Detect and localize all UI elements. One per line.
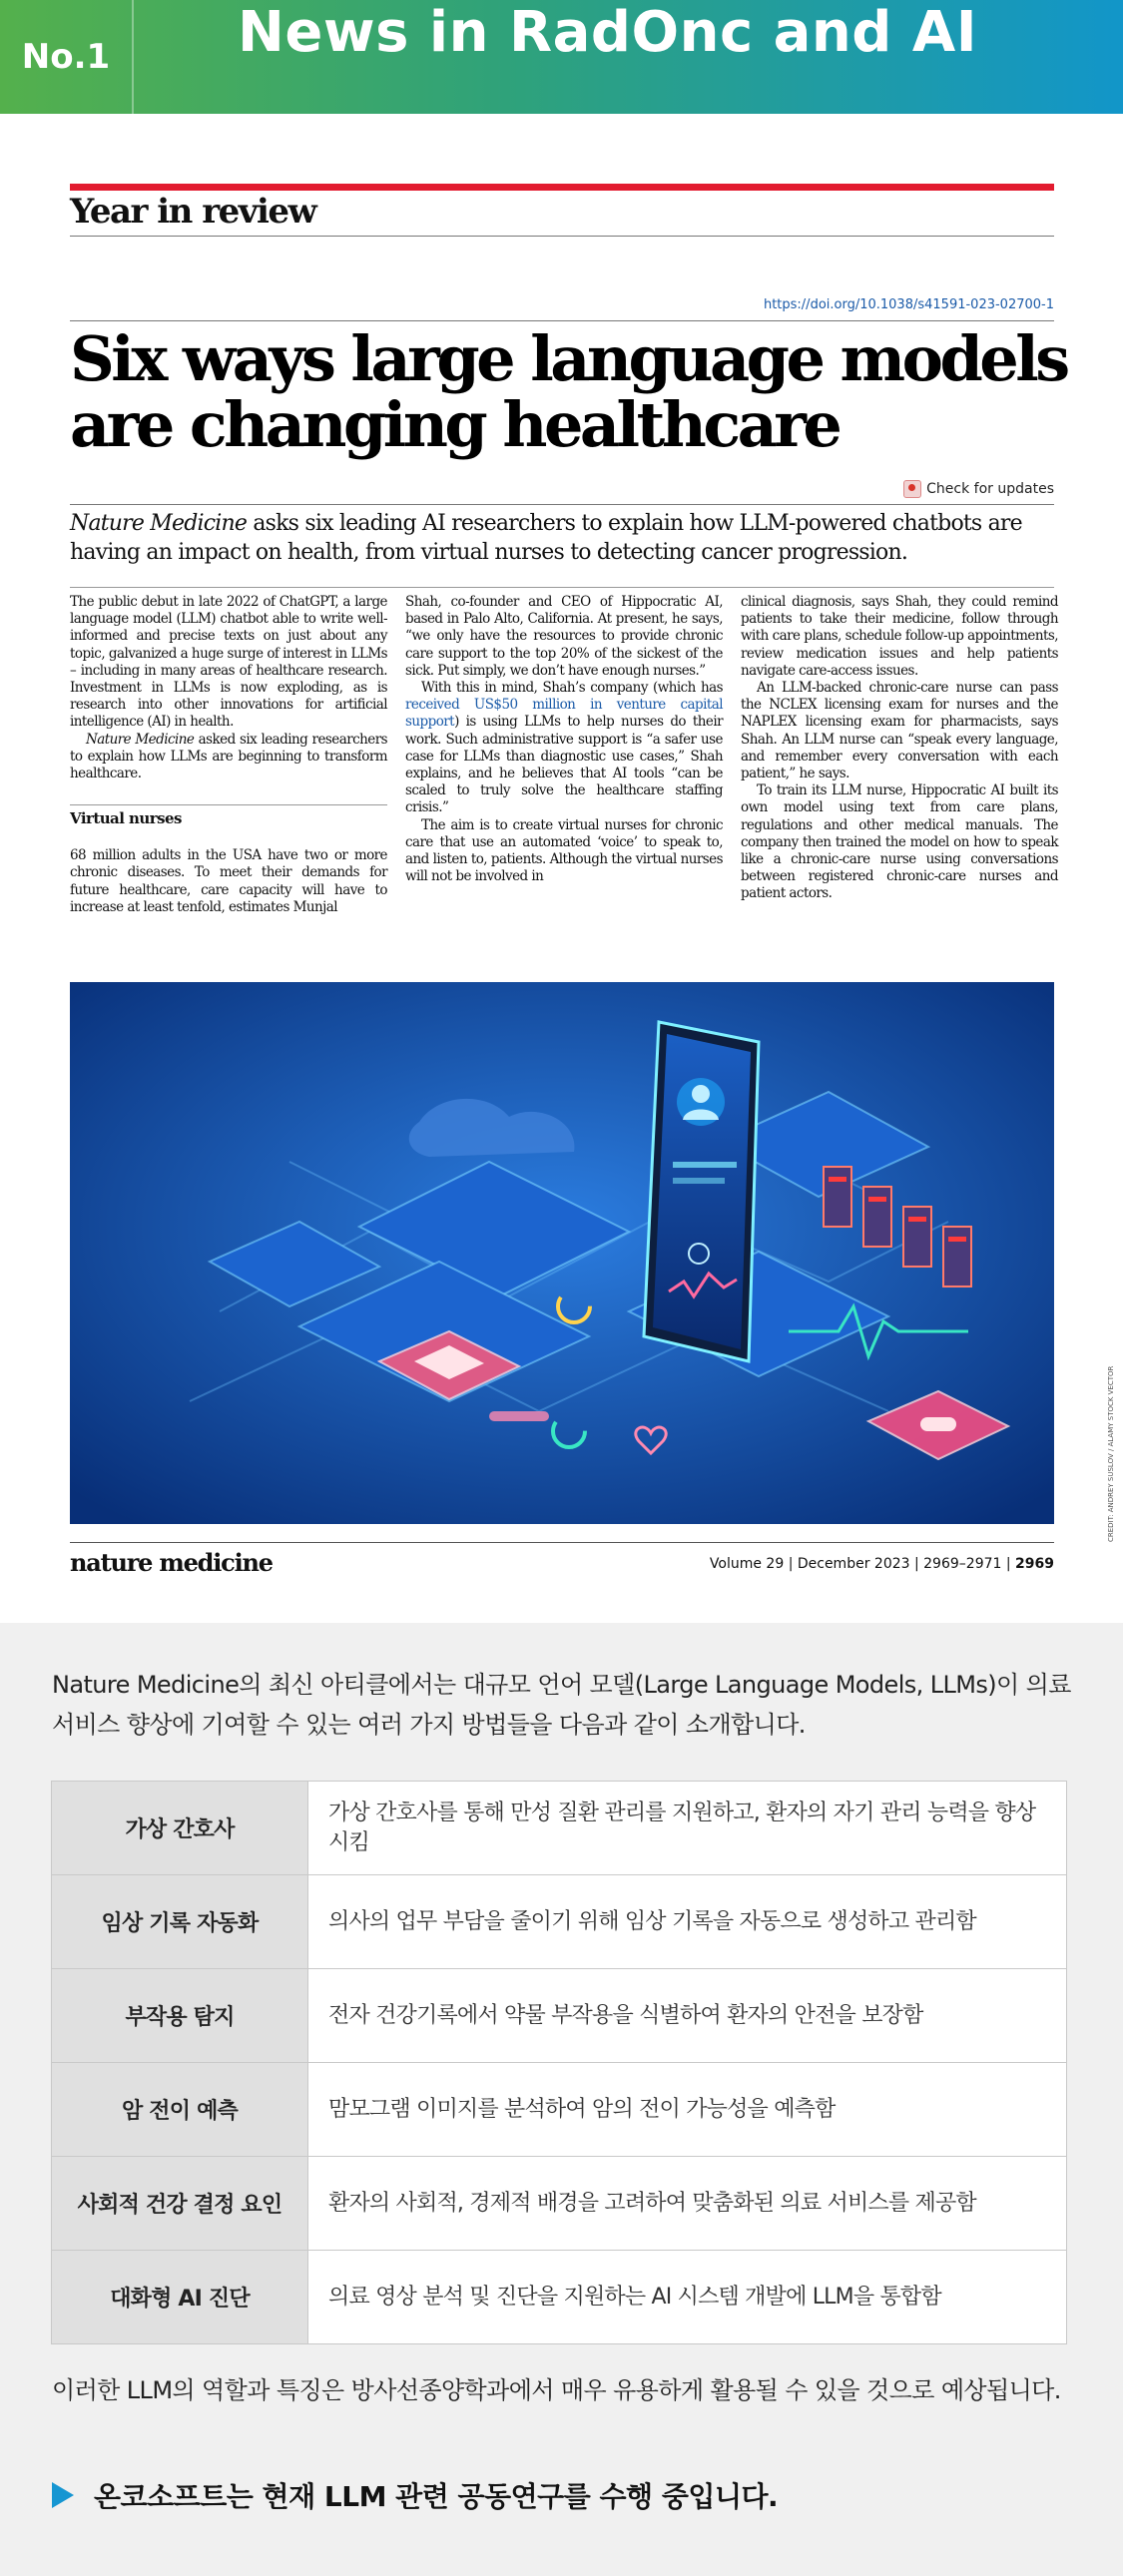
role-name: 대화형 AI 진단 — [52, 2251, 308, 2344]
role-description: 의사의 업무 부담을 줄이기 위해 임상 기록을 자동으로 생성하고 관리함 — [308, 1875, 1067, 1969]
body-paragraph: To train its LLM nurse, Hippocratic AI built its own model using text from care plans, regulations and other medical manuals. The company then trained the model on how to speak like a chronic-care nurse using conversations between registered chronic-care nurses and patient actors. — [741, 782, 1058, 902]
news-header — [0, 0, 1123, 114]
body-column-2 — [405, 594, 723, 885]
subheading-virtual-nurses: Virtual nurses — [70, 804, 387, 827]
cta-message — [52, 2475, 778, 2515]
role-name: 사회적 건강 결정 요인 — [52, 2157, 308, 2251]
llm-roles-table-body — [52, 1782, 1067, 2344]
page-number: 2969 — [1015, 1556, 1054, 1572]
check-updates-label: Check for updates — [926, 481, 1054, 497]
table-row — [52, 1969, 1067, 2063]
role-description: 의료 영상 분석 및 진단을 지원하는 AI 시스템 개발에 LLM을 통합함 — [308, 2251, 1067, 2344]
issue-number: No.1 — [21, 37, 111, 77]
body-column-1 — [70, 594, 387, 916]
body-text: ) is using LLMs to help nurses do their work. Such administrative support is “a safer use case for LLMs than diagnostic use cases,” Shah explains, and he believes that AI tools “can be scaled to truly solve the healthcare staffing crisis.” — [405, 714, 723, 816]
body-paragraph: clinical diagnosis, says Shah, they could remind patients to take their medicine, follow through with care plans, schedule follow-up appointments, review medication issues and help patients navigate care-access issues. — [741, 594, 1058, 679]
table-row — [52, 2157, 1067, 2251]
spacer — [70, 833, 387, 847]
body-paragraph: Shah, co-founder and CEO of Hippocratic AI, based in Palo Alto, California. At present, he says, “we only have the resources to provide chronic care support to the top 20% of the sickest of the sick. Put simply, we don’t have enough nurses.” — [405, 594, 723, 679]
journal-name: Nature Medicine — [86, 731, 195, 748]
role-name: 임상 기록 자동화 — [52, 1875, 308, 1969]
illustration-graphic — [70, 982, 1054, 1524]
role-name: 부작용 탐지 — [52, 1969, 308, 2063]
role-name: 가상 간호사 — [52, 1782, 308, 1875]
body-paragraph: The public debut in late 2022 of ChatGPT, a large language model (LLM) chatbot able to write well-informed and precise texts on just about any topic, galvanized a huge surge of interest in LLMs – including in many areas of healthcare research. Investment in LLMs is now exploding, as is research into other innovations for artificial intelligence (AI) in health. — [70, 594, 387, 731]
title-rule — [70, 320, 1054, 321]
table-row — [52, 2063, 1067, 2157]
illustration-ai-healthcare — [70, 982, 1054, 1524]
check-updates[interactable] — [903, 480, 1054, 498]
standfirst-text: asks six leading AI researchers to explain how LLM-powered chatbots are having an impact on health, from virtual nurses to detecting cancer progression. — [70, 511, 1022, 565]
role-description: 맘모그램 이미지를 분석하여 암의 전이 가능성을 예측함 — [308, 2063, 1067, 2157]
table-row — [52, 2251, 1067, 2344]
body-paragraph: An LLM-backed chronic-care nurse can pass the NCLEX licensing exam for nurses and the NAPLEX licensing exam for pharmacists, says Shah. An LLM nurse can “speak every language, and remember every conversation with each patient,” he says. — [741, 680, 1058, 782]
role-name: 암 전이 예측 — [52, 2063, 308, 2157]
body-paragraph — [70, 732, 387, 783]
cta-text: 온코소프트는 현재 LLM 관련 공동연구를 수행 중입니다. — [94, 2480, 779, 2513]
image-credit: CREDIT: ANDREY SUSLOV / ALAMY STOCK VECTOR — [1107, 1365, 1115, 1542]
closing-text: 이러한 LLM의 역할과 특징은 방사선종양학과에서 매우 유용하게 활용될 수 있을 것으로 예상됩니다. — [52, 2376, 1061, 2404]
section-label: Year in review — [70, 192, 316, 232]
role-description: 환자의 사회적, 경제적 배경을 고려하여 맞춤화된 의료 서비스를 제공함 — [308, 2157, 1067, 2251]
standfirst — [70, 509, 1058, 567]
header-title: News in RadOnc and AI — [238, 0, 978, 65]
body-rule — [70, 587, 1054, 588]
body-paragraph: The aim is to create virtual nurses for chronic care that use an automated ‘voice’ to speak to, and listen to, patients. Although the virtual nurses will not be involved in — [405, 816, 723, 885]
role-description: 전자 건강기록에서 약물 부작용을 식별하여 환자의 안전을 보장함 — [308, 1969, 1067, 2063]
body-paragraph: 68 million adults in the USA have two or more chronic diseases. To meet their demands for future healthcare, care capacity will have to increase at least tenfold, estimates Munjal — [70, 847, 387, 915]
volume-text: Volume 29 | December 2023 | 2969–2971 | — [709, 1556, 1016, 1572]
article-title-line2: are changing healthcare — [70, 388, 840, 461]
body-text: With this in mind, Shah’s company (which has — [421, 680, 723, 697]
doi-link[interactable]: https://doi.org/10.1038/s41591-023-02700-1 — [763, 297, 1054, 312]
summary-text: Nature Medicine의 최신 아티클에서는 대규모 언어 모델(Large Language Models, LLMs)이 의료 서비스 향상에 기여할 수 있는 여러 가지 방법들을 다음과 같이 소개합니다. — [52, 1671, 1071, 1739]
article-title — [70, 322, 1068, 461]
article-title-line1: Six ways large language models — [70, 322, 1067, 395]
role-description: 가상 간호사를 통해 만성 질환 관리를 지원하고, 환자의 자기 관리 능력을 향상시킴 — [308, 1782, 1067, 1875]
section-rule — [70, 236, 1054, 237]
volume-info — [710, 1556, 1054, 1572]
footer-rule — [70, 1542, 1054, 1543]
body-text: asked six leading researchers to explain how LLMs are beginning to transform healthcare. — [70, 731, 387, 782]
header-divider — [132, 0, 134, 114]
standfirst-journal: Nature Medicine — [70, 511, 248, 536]
red-rule — [70, 184, 1054, 191]
body-paragraph — [405, 680, 723, 817]
llm-roles-table — [51, 1781, 1067, 2344]
funding-link[interactable]: received US$50 million in venture capital support — [405, 697, 723, 731]
journal-logo: nature medicine — [70, 1548, 273, 1577]
triangle-arrow-icon — [52, 2482, 74, 2508]
standfirst-rule — [70, 504, 1054, 505]
smartphone-icon — [644, 1022, 759, 1361]
table-row — [52, 1875, 1067, 1969]
body-column-3 — [741, 594, 1058, 903]
table-row — [52, 1782, 1067, 1875]
check-updates-icon — [903, 480, 921, 498]
